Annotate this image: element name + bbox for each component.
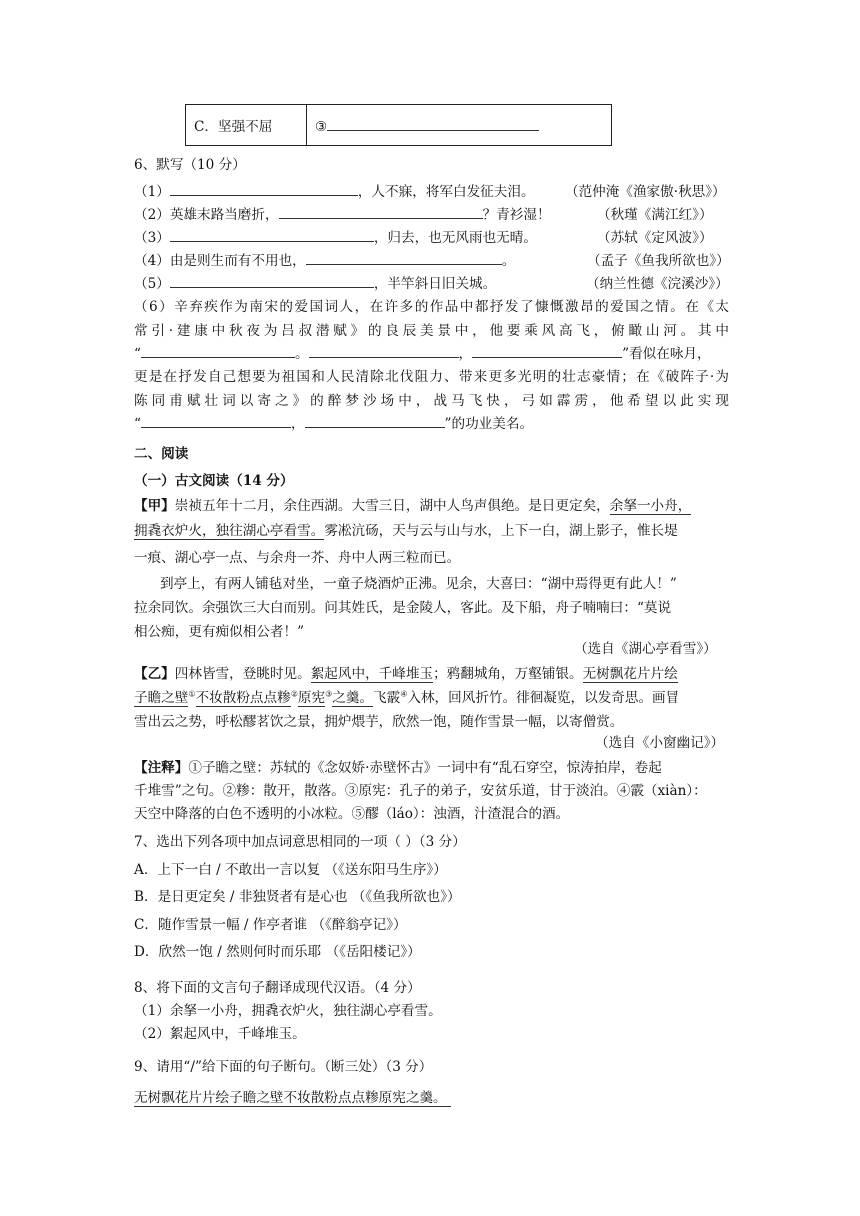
q6-l5-text: ，半竿斜日旧关城。 bbox=[373, 276, 497, 292]
q6-l4-blank[interactable] bbox=[306, 250, 502, 265]
yi-line-2 bbox=[134, 686, 679, 706]
q6-l4-num: （4） bbox=[134, 253, 170, 269]
jia-line-6: 相公痴，更有痴似相公者！” bbox=[134, 624, 305, 640]
q6-l6c-blank-1[interactable] bbox=[141, 343, 295, 358]
q8-sentence-2: （2）絮起风中，千峰堆玉。 bbox=[134, 1026, 306, 1042]
q8-sentence-1: （1）余拏一小舟，拥毳衣炉火，独往湖心亭看雪。 bbox=[134, 1003, 442, 1019]
table-left-cell: C．坚强不屈 bbox=[186, 105, 307, 146]
yi-line-3: 雪出云之势，呼松醪茗饮之景，拥炉煨芋，欣然一饱，随作雪景一幅，以寄僧赏。 bbox=[134, 714, 624, 730]
q6-l6-line-d: 更是在抒发自己想要为祖国和人民清除北伐阻力、带来更多光明的壮志豪情；在《破阵子·为 bbox=[134, 369, 729, 385]
q7-option-c[interactable]: C．随作雪景一幅 / 作亭者谁 （《醉翁亭记》） bbox=[134, 917, 407, 933]
answer-table bbox=[185, 104, 612, 146]
q6-l4-src: （孟子《鱼我所欲也》） bbox=[587, 253, 730, 269]
yi-a2c: 入林，回风折竹。徘徊凝览，以发奇思。画冒 bbox=[407, 690, 680, 706]
q6-l3-num: （3） bbox=[134, 230, 170, 246]
q7-option-b[interactable]: B．是日更定矣 / 非独贤者有是心也 （《鱼我所欲也》） bbox=[134, 889, 461, 905]
jia-line-3: 一痕、湖心亭一点、与余舟一芥、舟中人两三粒而已。 bbox=[134, 550, 461, 566]
yi-a2-underlined-c: 原宪 bbox=[297, 690, 326, 706]
notes-n1: ①子瞻之壁：苏轼的《念奴娇·赤壁怀古》一词中有“乱石穿空，惊涛拍岸，卷起 bbox=[188, 760, 662, 776]
q6-l4-pre: 由是则生而有不用也， bbox=[169, 253, 306, 269]
jia-p1b: 雾凇沆砀，天与云与山与水，上下一白，湖上影子，惟长堤 bbox=[324, 523, 678, 539]
yi-a2-underlined-b: 不妆散粉点点糁 bbox=[195, 690, 291, 706]
q6-l6c-m2: ， bbox=[458, 346, 473, 362]
q6-l6f-blank-2[interactable] bbox=[305, 413, 445, 428]
notes-line-2: 千堆雪”之句。②糁：散开，散落。③原宪：孔子的弟子，安贫乐道，甘于淡泊。④霰（xiàn）： bbox=[134, 783, 707, 799]
jia-p1b-underlined: 拥毳衣炉火，独往湖心亭看雪。 bbox=[134, 523, 325, 539]
q6-l1-src: （范仲淹《渔家傲·秋思》） bbox=[565, 184, 726, 200]
q6-l6c-blank-2[interactable] bbox=[309, 343, 459, 358]
yi-a1b: ；鸦翻城角，万壑铺银。 bbox=[433, 666, 583, 682]
q6-l6f-mid: ， bbox=[290, 416, 305, 432]
q9-title: 9、请用“/”给下面的句子断句。（断三处）（3 分） bbox=[134, 1059, 433, 1075]
q6-l1-text: ，人不寐，将军白发征夫泪。 bbox=[357, 184, 535, 200]
yi-source: （选自《小窗幽记》） bbox=[595, 735, 725, 751]
q9-sentence-text: 无树飘花片片绘子瞻之壁不妆散粉点点糁原宪之羹。 bbox=[134, 1090, 451, 1107]
q6-l3-blank[interactable] bbox=[170, 227, 374, 242]
q6-l6-line-e: 陈同甫赋壮词以寄之》的醉梦沙场中，战马飞快，弓如霹雳，他希望以此实现 bbox=[134, 393, 729, 409]
q6-l1-blank[interactable] bbox=[170, 181, 358, 196]
notes-line-3: 天空中降落的白色不透明的小冰粒。⑤醪（láo）：浊酒，汁渣混合的酒。 bbox=[134, 806, 570, 822]
q6-l6c-end: ”看似在咏月， bbox=[622, 346, 711, 362]
q6-line-3 bbox=[134, 226, 537, 246]
table-right-num: ③ bbox=[315, 118, 328, 135]
q6-l6f-open: “ bbox=[134, 416, 141, 432]
q6-l6f-end: ”的功业美名。 bbox=[444, 416, 534, 432]
yi-sup-1: ① bbox=[188, 689, 196, 699]
yi-line-1 bbox=[134, 662, 678, 682]
yi-a1: 四林皆雪，登眺时见。 bbox=[174, 666, 311, 682]
q9-sentence bbox=[134, 1086, 451, 1106]
q6-l5-num: （5） bbox=[134, 276, 170, 292]
jia-p1a-underlined: 余拏一小舟， bbox=[609, 498, 692, 514]
jia-source: （选自《湖心亭看雪》） bbox=[574, 641, 717, 657]
yi-a2-underlined-d: 之羹。 bbox=[332, 690, 374, 706]
q8-title: 8、将下面的文言句子翻译成现代汉语。（4 分） bbox=[134, 980, 421, 996]
yi-a2b: 飞霰 bbox=[373, 690, 401, 706]
q6-l5-src: （纳兰性德《浣溪沙》） bbox=[586, 276, 729, 292]
q6-l6-line-c bbox=[134, 342, 711, 362]
q6-l6c-open: “ bbox=[134, 346, 141, 362]
q6-l6-line-a: （6）辛弃疾作为南宋的爱国词人，在许多的作品中都抒发了慷慨激昂的爱国之情。在《太 bbox=[134, 299, 729, 315]
section-2-subtitle: （一）古文阅读（14 分） bbox=[134, 473, 294, 489]
q6-l4-text: 。 bbox=[501, 253, 516, 269]
jia-line-4: 到亭上，有两人铺毡对坐，一童子烧酒炉正沸。见余，大喜曰：“湖中焉得更有此人！” bbox=[160, 576, 677, 592]
q7-option-a[interactable]: A．上下一白 / 不敢出一言以复 （《送东阳马生序》） bbox=[134, 862, 447, 878]
q6-l5-blank[interactable] bbox=[170, 273, 374, 288]
yi-a1-underlined: 絮起风中，千峰堆玉 bbox=[310, 666, 434, 682]
section-2-title: 二、阅读 bbox=[134, 446, 189, 462]
q6-line-5 bbox=[134, 272, 496, 292]
q6-l6f-blank-1[interactable] bbox=[141, 413, 291, 428]
yi-sup-3: ③ bbox=[325, 689, 333, 699]
q6-l6c-blank-3[interactable] bbox=[472, 343, 622, 358]
jia-line-1 bbox=[134, 494, 691, 514]
q6-l2-pre: 英雄末路当磨折， bbox=[169, 207, 279, 223]
q6-l2-text: ？青衫湿！ bbox=[482, 207, 551, 223]
q7-title: 7、选出下列各项中加点词意思相同的一项（ ）（3 分） bbox=[134, 834, 466, 850]
jia-p1a: 崇祯五年十二月，余住西湖。大雪三日，湖中人鸟声俱绝。是日更定矣， bbox=[174, 498, 610, 514]
jia-line-5: 拉余同饮。余强饮三大白而别。问其姓氏，是金陵人，客此。及下船，舟子喃喃曰：“莫说 bbox=[134, 600, 672, 616]
q6-line-1 bbox=[134, 180, 535, 200]
q7-option-d[interactable]: D．欣然一饱 / 然则何时而乐耶 （《岳阳楼记》） bbox=[134, 944, 421, 960]
notes-line-1 bbox=[134, 756, 662, 776]
notes-tag: 【注释】 bbox=[134, 760, 189, 776]
q6-l3-src: （苏轼《定风波》） bbox=[597, 230, 713, 246]
q6-l2-num: （2） bbox=[134, 207, 170, 223]
yi-a1-underlined-2: 无树飘花片片绘 bbox=[582, 666, 678, 682]
q6-line-4 bbox=[134, 249, 515, 269]
yi-sup-2: ② bbox=[290, 689, 298, 699]
q6-l2-src: （秋瑾《满江红》） bbox=[597, 207, 713, 223]
q6-l2-blank[interactable] bbox=[279, 204, 483, 219]
q6-l1-num: （1） bbox=[134, 184, 170, 200]
table-answer-blank[interactable] bbox=[327, 116, 539, 131]
yi-a2-underlined: 子瞻之壁 bbox=[134, 690, 189, 706]
yi-sup-4: ④ bbox=[400, 689, 408, 699]
jia-line-2 bbox=[134, 519, 678, 539]
q6-l6c-m1: 。 bbox=[294, 346, 309, 362]
q6-line-2 bbox=[134, 203, 551, 223]
yi-tag: 【乙】 bbox=[134, 666, 175, 682]
table-right-cell bbox=[307, 105, 612, 146]
q6-l3-text: ，归去，也无风雨也无晴。 bbox=[373, 230, 537, 246]
q6-l6-line-b: 常引·建康中秋夜为吕叔潜赋》的良辰美景中，他要乘风高飞，俯瞰山河。其中 bbox=[134, 323, 729, 339]
jia-tag: 【甲】 bbox=[134, 498, 175, 514]
q6-title: 6、默写（10 分） bbox=[134, 157, 246, 173]
q6-l6-line-f bbox=[134, 412, 533, 432]
